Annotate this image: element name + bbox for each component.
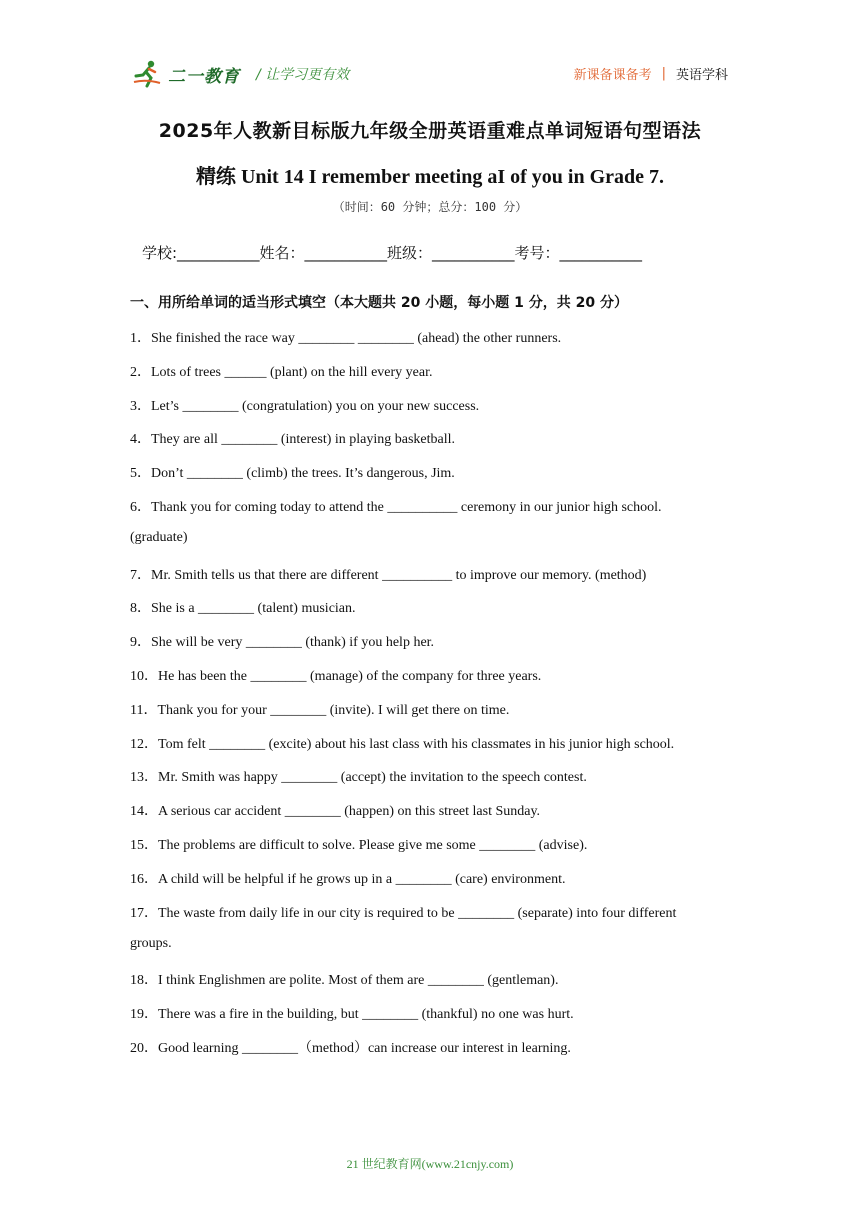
question-line: 8．She is a ________ (talent) musician. [130,601,356,616]
question-line: 13．Mr. Smith was happy ________ (accept) the invitation to the speech contest. [130,770,587,785]
question-line: 14．A serious car accident ________ (happen) on this street last Sunday. [130,804,541,819]
doc-title-line1: 2025年人教新目标版九年级全册英语重难点单词短语句型语法 [158,120,702,142]
question-line: 9．She will be very ________ (thank) if you help her. [130,635,435,650]
question-line: 10．He has been the ________ (manage) of the company for three years. [130,669,542,684]
question-line: 7．Mr. Smith tells us that there are different __________ to improve our memory. (method) [130,568,647,583]
question-line: 1．She finished the race way ________ ________ (ahead) the other runners. [130,331,562,346]
slogan: / 让学习更有效 [256,67,350,83]
question-line: 12．Tom felt ________ (excite) about his last class with his classmates in his junior high school. [130,737,675,752]
logo-text: 二一教育 [168,66,240,87]
student-info-fields: 学校:___________姓名：___________班级：___________考号：___________ [142,244,643,262]
header-subject-label: 英语学科 [675,68,728,83]
question-line: 15．The problems are difficult to solve. Please give me some ________ (advise). [130,838,588,853]
header-subject [574,64,728,83]
question-line: 17．The waste from daily life in our city is required to be ________ (separate) into four different [130,906,677,921]
question-line: 3．Let’s ________ (congratulation) you on your new success. [130,399,480,414]
exam-meta: （时间：60 分钟；总分：100 分） [332,200,528,214]
question-line: 20．Good learning ________（method）can increase our interest in learning. [130,1041,571,1056]
question-line: 5．Don’t ________ (climb) the trees. It’s dangerous, Jim. [130,466,455,481]
header-course-label: 新课备课备考 [573,68,652,83]
question-line: 18．I think Englishmen are polite. Most of them are ________ (gentleman). [130,973,559,988]
runner-logo-icon [132,59,162,89]
page-footer: 21 世纪教育网(www.21cnjy.com) [346,1157,514,1171]
question-line: 2．Lots of trees ______ (plant) on the hill every year. [130,365,433,380]
page-header [132,56,728,92]
question-line: 11．Thank you for your ________ (invite). I will get there on time. [130,703,510,718]
question-line: 16．A child will be helpful if he grows up in a ________ (care) environment. [130,872,566,887]
question-line: groups. [130,936,172,951]
question-line: 19．There was a fire in the building, but ________ (thankful) no one was hurt. [130,1007,574,1022]
header-separator: | [661,66,666,81]
doc-title-line2-cn: 精练 [195,164,236,188]
question-line: 4．They are all ________ (interest) in playing basketball. [130,432,456,447]
logo [132,56,240,92]
doc-title-line2 [0,160,860,189]
doc-title-line2-en: Unit 14 I remember meeting aI of you in Grade 7. [235,166,665,188]
question-line: (graduate) [130,530,188,545]
question-line: 6．Thank you for coming today to attend the __________ ceremony in our junior high school. [130,500,662,515]
section-title: 一、用所给单词的适当形式填空（本大题共 20 小题，每小题 1 分，共 20 分） [130,295,628,311]
